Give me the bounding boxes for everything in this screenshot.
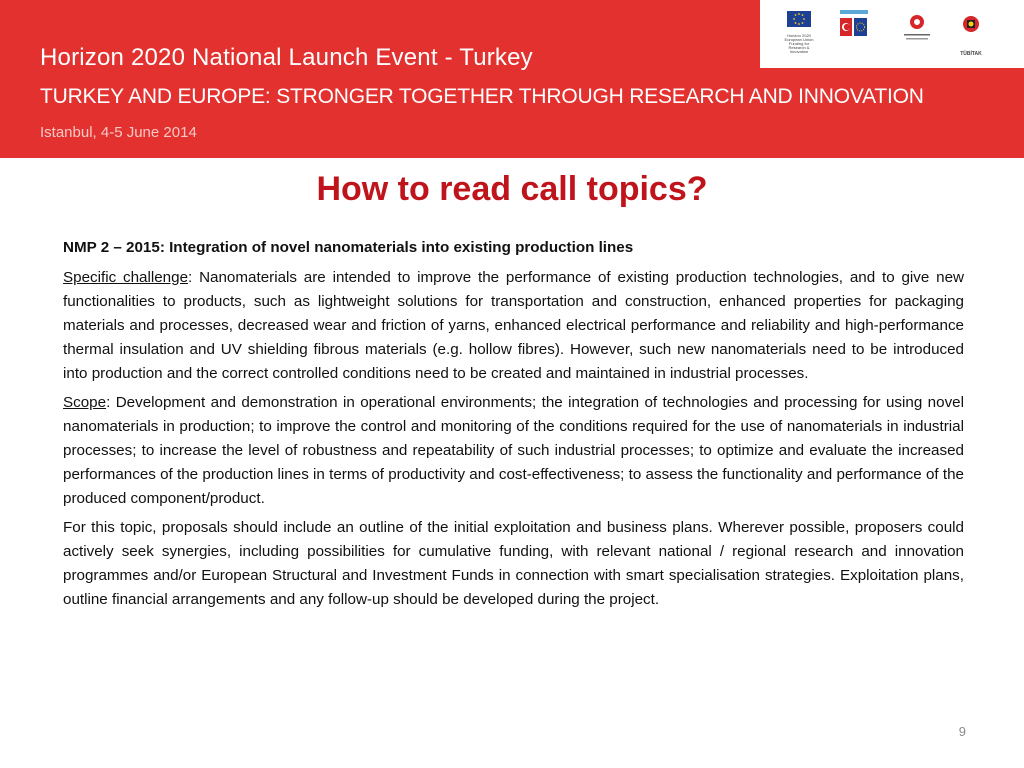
tubitak-logo	[958, 8, 984, 64]
eu-logo-caption: Horizon 2020 European Union Funding for Research & Innovation	[784, 33, 814, 54]
tubitak-caption: TÜBİTAK	[960, 51, 982, 57]
ministry-emblem-icon	[900, 8, 934, 48]
closing-paragraph: For this topic, proposals should include an outline of the initial exploitation and business plans. Wherever possible, proposers could actively seek synergies, including possibilities for cumulative funding, with relevant national / regional research and innovation programmes and/or European Structural and Investment Funds in connection with smart specialisation strategies. Exploitation plans, outline financial arrangements and any follow-up should be developed during the project.	[63, 519, 964, 608]
slide-body	[63, 236, 964, 617]
header-banner	[0, 0, 1024, 158]
event-title: Horizon 2020 National Launch Event - Turkey	[40, 44, 533, 71]
event-subtitle: TURKEY AND EUROPE: STRONGER TOGETHER THROUGH RESEARCH AND INNOVATION	[40, 85, 924, 108]
specific-challenge-paragraph	[63, 266, 964, 386]
tubitak-emblem-icon	[958, 8, 984, 48]
event-date: Istanbul, 4-5 June 2014	[40, 124, 197, 141]
turkey-eu-flags-icon	[838, 8, 870, 48]
specific-challenge-text: : Nanomaterials are intended to improve the performance of existing production technologies, and to give new functionalities to products, such as lightweight solutions for transportation and construction, enhanced properties for packaging materials and processes, decreased wear and friction of yarns, enhanced electrical performance and reliability and high-performance thermal insulation and UV shielding fibrous materials (e.g. hollow fibres). However, such new nanomaterials need to be introduced into production and the correct controlled conditions need to be created and maintained in industrial processes.	[63, 269, 965, 382]
specific-challenge-label: Specific challenge	[63, 269, 189, 286]
turkey-eu-logo	[838, 8, 870, 52]
scope-text: : Development and demonstration in operational environments; the integration of technologies and processing for using novel nanomaterials in production; to improve the control and monitoring of the conditions required for the use of nanomaterials in industrial processes; to increase the level of robustness and repeatability of such industrial processes; to optimize and evaluate the increased performances of the production lines in terms of productivity and cost-effectiveness; to assess the functionality and performance of the produced component/product.	[63, 394, 964, 507]
page-number: 9	[958, 724, 966, 739]
scope-label: Scope	[63, 394, 107, 411]
slide-title: How to read call topics?	[316, 170, 708, 208]
eu-flag-logo	[784, 8, 814, 52]
scope-paragraph	[63, 391, 964, 511]
ministry-logo	[900, 8, 934, 58]
topic-heading: NMP 2 – 2015: Integration of novel nanomaterials into existing production lines	[63, 239, 634, 256]
partner-logos	[760, 0, 1024, 68]
eu-flag-icon	[784, 8, 814, 30]
